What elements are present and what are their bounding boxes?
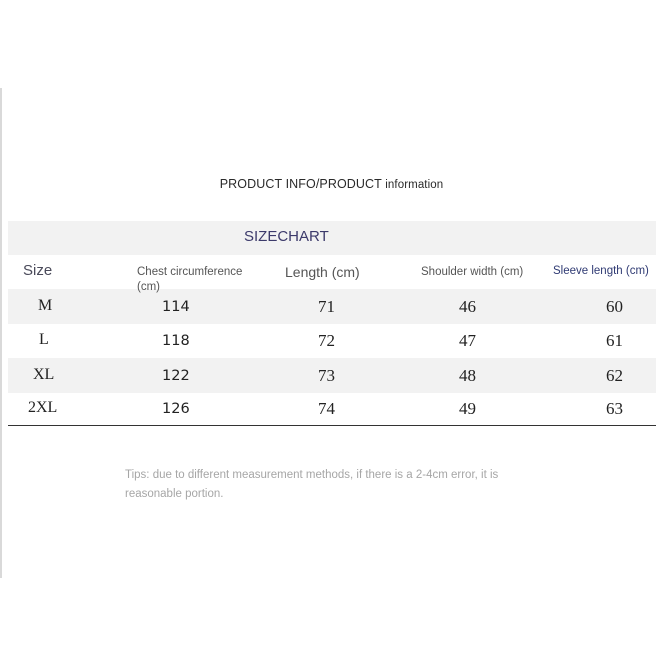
column-header-size: Size: [23, 262, 53, 279]
cell-sleeve: 62: [606, 366, 623, 385]
table-bottom-rule: [8, 425, 656, 426]
left-edge-divider: [0, 88, 2, 578]
table-row: [8, 291, 656, 325]
table-row: [8, 325, 656, 359]
page-title-main: PRODUCT INFO/PRODUCT: [219, 177, 382, 191]
cell-size: M: [38, 297, 53, 314]
cell-length: 71: [318, 297, 335, 316]
cell-sleeve: 61: [606, 331, 623, 350]
cell-chest: 126: [162, 401, 190, 417]
cell-shoulder: 49: [459, 399, 476, 418]
cell-sleeve: 60: [606, 297, 623, 316]
cell-length: 74: [318, 399, 335, 418]
cell-chest: 114: [162, 299, 190, 315]
cell-chest: 122: [162, 368, 190, 384]
chart-title: SIZECHART: [244, 228, 329, 245]
table-row: [8, 360, 656, 394]
cell-shoulder: 47: [459, 331, 476, 350]
column-header-shoulder: Shoulder width (cm): [421, 266, 524, 278]
column-header-sleeve: Sleeve length (cm): [553, 265, 649, 277]
cell-size: 2XL: [28, 399, 58, 416]
cell-size: L: [39, 331, 49, 348]
cell-length: 73: [318, 366, 335, 385]
cell-shoulder: 46: [459, 297, 476, 316]
page-title-suffix: information: [385, 179, 444, 191]
tips-note: Tips: due to different measurement methods, if there is a 2-4cm error, it is reasonable portion.: [125, 469, 499, 500]
chart-title-band: [8, 221, 656, 255]
cell-length: 72: [318, 331, 335, 350]
column-header-chest-line2: (cm): [137, 281, 160, 293]
column-header-chest-line1: Chest circumference: [137, 266, 243, 278]
page-title: [0, 177, 663, 191]
cell-size: XL: [33, 366, 55, 383]
cell-sleeve: 63: [606, 399, 623, 418]
cell-chest: 118: [162, 333, 190, 349]
table-row: [8, 393, 656, 427]
column-header-length: Length (cm): [285, 264, 360, 280]
cell-shoulder: 48: [459, 366, 476, 385]
